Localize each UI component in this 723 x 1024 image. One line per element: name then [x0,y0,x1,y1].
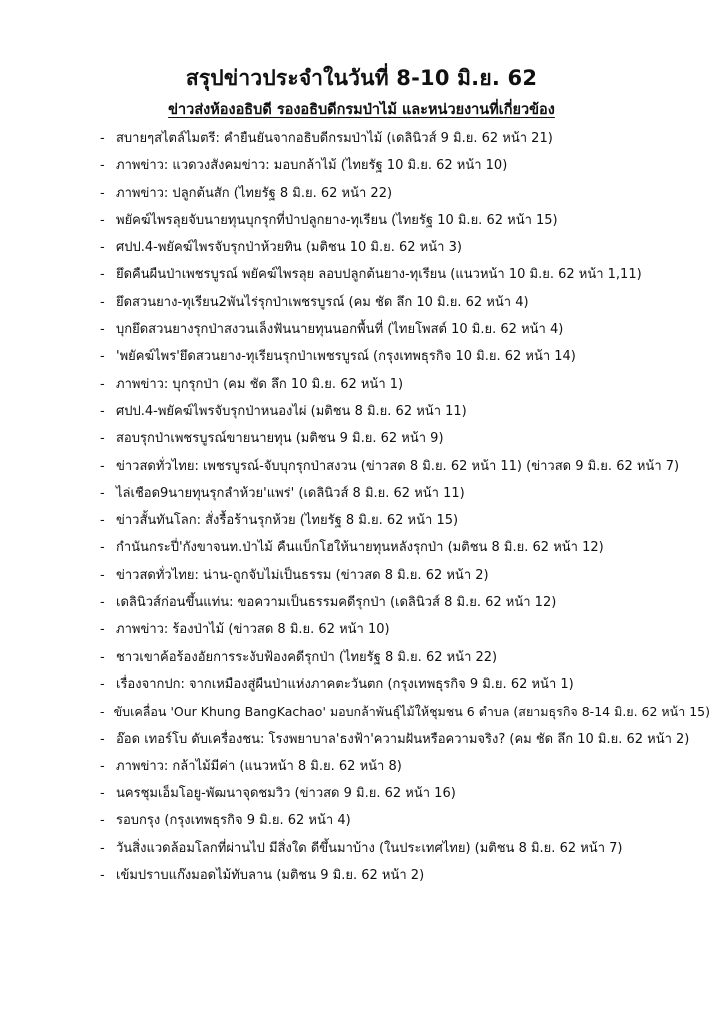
list-bullet: - [100,185,105,201]
list-bullet: - [100,458,105,474]
news-item [100,261,710,288]
news-item [100,425,710,452]
list-bullet: - [100,322,105,338]
news-item-text: กำนันกระปี่'กังขาจนท.ป่าไม้ คืนแบ็กโฮให้นายทุนหลังรุกป่า (มติชน 8 มิ.ย. 62 หน้า 12) [116,540,604,556]
news-item-text: สบายๆสไตล์ไมตรี: คำยืนยันจากอธิบดีกรมป่าไม้ (เดลินิวส์ 9 มิ.ย. 62 หน้า 21) [116,131,553,146]
news-item [100,616,710,643]
news-item-text: ชาวเขาค้อร้องอัยการระงับฟ้องคดีรุกป่า (ไทยรัฐ 8 มิ.ย. 62 หน้า 22) [116,649,498,665]
news-item [100,726,710,753]
page-title: สรุปข่าวประจำในวันที่ 8-10 มิ.ย. 62 [185,66,538,90]
news-item-text: บุกยึดสวนยางรุกป่าสงวนเล็งฟันนายทุนนอกพื้นที่ (ไทยโพสต์ 10 มิ.ย. 62 หน้า 4) [116,322,564,338]
news-item [100,753,710,780]
news-item [100,589,710,616]
news-item [100,862,710,889]
news-item-text: นครชุมเอ็มโอยู-พัฒนาจุดชมวิว (ข่าวสด 9 มิ.ย. 62 หน้า 16) [116,786,456,802]
list-bullet: - [100,676,105,692]
page-subtitle: ข่าวส่งห้องอธิบดี รองอธิบดีกรมป่าไม้ และหน่วยงานที่เกี่ยวข้อง [168,102,555,118]
news-item [100,780,710,807]
news-item-text: ข่าวสั้นทันโลก: สั่งรื้อร้านรุกห้วย (ไทยรัฐ 8 มิ.ย. 62 หน้า 15) [116,513,459,529]
news-item-text: ยึดคืนผืนป่าเพชรบูรณ์ พยัคฆ์ไพรลุย ลอบปลูกต้นยาง-ทุเรียน (แนวหน้า 10 มิ.ย. 62 หน้า 1,11) [116,267,642,283]
list-bullet: - [100,294,105,310]
news-item [100,316,710,343]
news-item [100,562,710,589]
news-item-text: สอบรุกป่าเพชรบูรณ์ขายนายทุน (มติชน 9 มิ.ย. 62 หน้า 9) [116,431,444,447]
news-item [100,152,710,179]
news-item [100,698,710,725]
news-item [100,835,710,862]
news-item-text: ศปป.4-พยัคฆ์ไพรจับรุกป่าห้วยทิน (มติชน 10 มิ.ย. 62 หน้า 3) [116,240,462,256]
news-item-text: รอบกรุง (กรุงเทพธุรกิจ 9 มิ.ย. 62 หน้า 4) [116,813,351,829]
list-bullet: - [100,731,105,747]
news-item-text: เดลินิวส์ก่อนขึ้นแท่น: ขอความเป็นธรรมคดีรุกป่า (เดลินิวส์ 8 มิ.ย. 62 หน้า 12) [116,595,557,611]
news-item [100,807,710,834]
news-item-text: ไล่เชือด9นายทุนรุกลำห้วย'แพร่' (เดลินิวส์ 8 มิ.ย. 62 หน้า 11) [116,485,465,501]
news-item [100,371,710,398]
news-item-text: เข้มปราบแก๊งมอดไม้ทับลาน (มติชน 9 มิ.ย. 62 หน้า 2) [116,868,425,884]
news-item-text: ศปป.4-พยัคฆ์ไพรจับรุกป่าหนองไผ่ (มติชน 8 มิ.ย. 62 หน้า 11) [116,403,467,419]
list-bullet: - [100,376,105,392]
news-item [100,180,710,207]
news-item [100,398,710,425]
list-bullet: - [100,622,105,638]
list-bullet: - [100,212,105,228]
news-item [100,644,710,671]
list-bullet: - [100,513,105,529]
news-item [100,671,710,698]
list-bullet: - [100,131,105,146]
news-item-text: ข่าวสดทั่วไทย: เพชรบูรณ์-จับบุกรุกป่าสงวน (ข่าวสด 8 มิ.ย. 62 หน้า 11) (ข่าวสด 9 มิ.ย. 62 หน้า 7) [116,458,680,474]
news-item-text: ภาพข่าว: บุกรุกป่า (คม ชัด ลึก 10 มิ.ย. 62 หน้า 1) [116,376,404,392]
news-item-text: ภาพข่าว: กล้าไม้มีค่า (แนวหน้า 8 มิ.ย. 62 หน้า 8) [116,758,402,774]
list-bullet: - [100,595,105,611]
news-item [100,507,710,534]
news-item [100,207,710,234]
news-item-text: พยัคฆ์ไพรลุยจับนายทุนบุกรุกที่ป่าปลูกยาง-ทุเรียน (ไทยรัฐ 10 มิ.ย. 62 หน้า 15) [116,212,558,228]
news-item-text: 'พยัคฆ์ไพร'ยึดสวนยาง-ทุเรียนรุกป่าเพชรบูรณ์ (กรุงเทพธุรกิจ 10 มิ.ย. 62 หน้า 14) [116,349,576,365]
list-bullet: - [100,431,105,447]
list-bullet: - [100,704,105,720]
news-item-text: ภาพข่าว: แวดวงสังคมข่าว: มอบกล้าไม้ (ไทยรัฐ 10 มิ.ย. 62 หน้า 10) [116,158,508,174]
news-item [100,534,710,561]
list-bullet: - [100,649,105,665]
list-bullet: - [100,868,105,884]
list-bullet: - [100,403,105,419]
news-item-text: ข่าวสดทั่วไทย: น่าน-ถูกจับไม่เป็นธรรม (ข่าวสด 8 มิ.ย. 62 หน้า 2) [116,567,489,583]
news-item [100,234,710,261]
news-item-text: ขับเคลื่อน 'Our Khung BangKachao' มอบกล้าพันธุ์ไม้ให้ชุมชน 6 ตำบล (สยามธุรกิจ 8-14 มิ.ย. 62 หน้า 15) [113,704,710,720]
list-bullet: - [100,567,105,583]
list-bullet: - [100,540,105,556]
list-bullet: - [100,267,105,283]
news-item [100,343,710,370]
news-item [100,125,710,152]
list-bullet: - [100,840,105,856]
list-bullet: - [100,240,105,256]
news-item [100,289,710,316]
news-item [100,480,710,507]
news-list [100,125,710,889]
list-bullet: - [100,158,105,174]
news-item-text: เรื่องจากปก: จากเหมืองสู่ผืนป่าแห่งภาคตะวันตก (กรุงเทพธุรกิจ 9 มิ.ย. 62 หน้า 1) [116,676,574,692]
news-item-text: ภาพข่าว: ร้องป่าไม้ (ข่าวสด 8 มิ.ย. 62 หน้า 10) [116,622,390,638]
news-item-text: ยึดสวนยาง-ทุเรียน2พันไร่รุกป่าเพชรบูรณ์ (คม ชัด ลึก 10 มิ.ย. 62 หน้า 4) [116,294,529,310]
news-item [100,453,710,480]
list-bullet: - [100,758,105,774]
list-bullet: - [100,813,105,829]
list-bullet: - [100,485,105,501]
list-bullet: - [100,786,105,802]
news-item-text: ภาพข่าว: ปลูกต้นสัก (ไทยรัฐ 8 มิ.ย. 62 หน้า 22) [116,185,393,201]
news-item-text: วันสิ่งแวดล้อมโลกที่ผ่านไป มีสิ่งใด ดีขึ้นมาบ้าง (ในประเทศไทย) (มติชน 8 มิ.ย. 62 หน้า 7) [116,840,623,856]
list-bullet: - [100,349,105,365]
news-item-text: อ๊อด เทอร์โบ ดับเครื่องชน: โรงพยาบาล'ธงฟ้า'ความฝันหรือความจริง? (คม ชัด ลึก 10 มิ.ย. 62 หน้า 2) [116,731,690,747]
